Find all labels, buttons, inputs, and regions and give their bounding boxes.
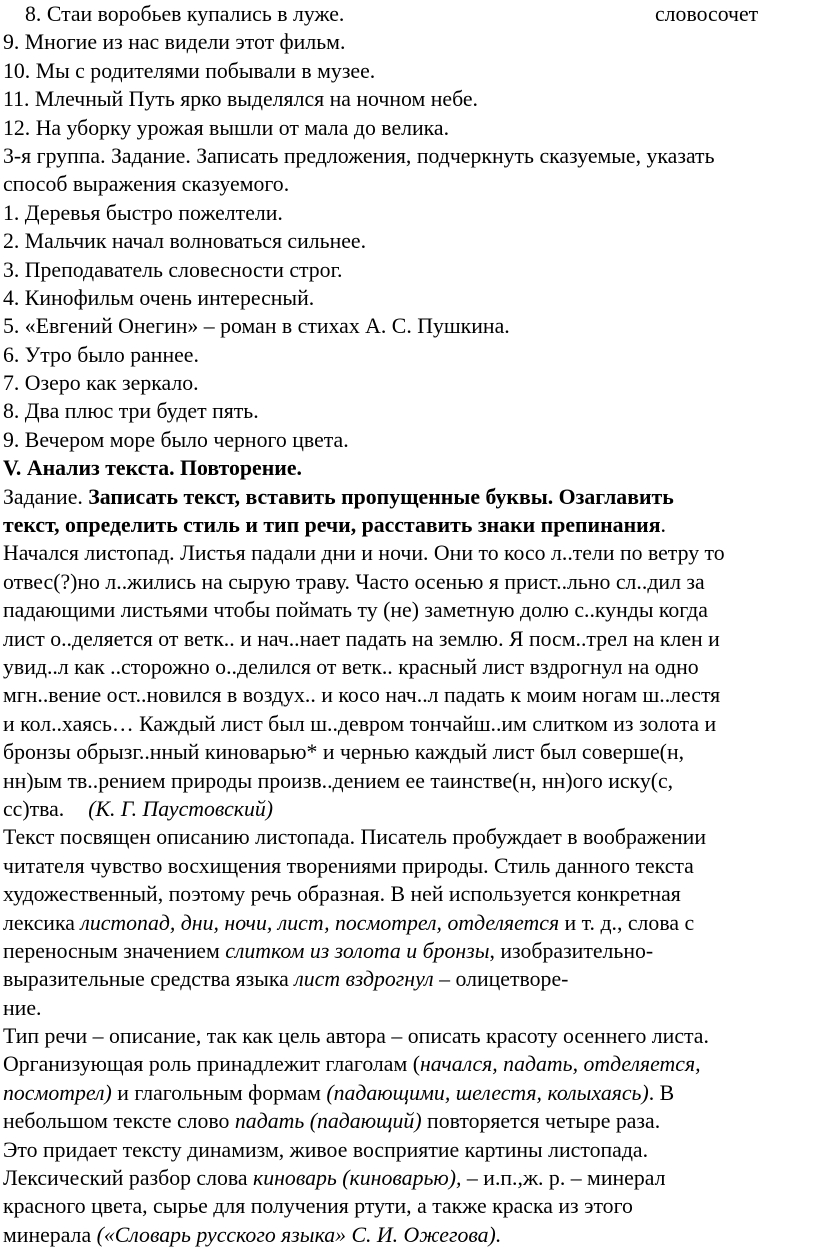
group3-task-line: 3-я группа. Задание. Записать предложения, подчеркнуть сказуемые, указать <box>3 143 715 168</box>
sentence-line: 4. Кинофильм очень интересный. <box>3 285 315 310</box>
exercise-text-line: Начался листопад. Листья падали дни и ночи. Они то косо л..тели по ветру то <box>3 541 725 566</box>
analysis-text: . В <box>648 1080 675 1105</box>
analysis-example: падать (падающий) <box>234 1109 422 1134</box>
sentence-text: Стаи воробьев купались в луже. <box>46 2 345 26</box>
task-instruction: Записать текст, вставить пропущенные буквы. Озаглавить <box>88 484 674 509</box>
analysis-example: листопад, дни, ночи, лист, посмотрел, отделяется <box>80 910 560 935</box>
sentence-line: 8. Два плюс три будет пять. <box>3 399 259 424</box>
section-task-line <box>3 483 816 511</box>
analysis-line: красного цвета, сырье для получения ртути, а также краска из этого <box>3 1194 633 1219</box>
sentence-number: 8. <box>25 2 42 26</box>
exercise-text-line: падающими листьями чтобы поймать ту (не) заметную долю с..кунды когда <box>3 598 708 623</box>
analysis-text: небольшом тексте слово <box>3 1109 235 1134</box>
analysis-line <box>3 965 816 993</box>
analysis-text: Организующая роль принадлежит глаголам ( <box>3 1052 420 1077</box>
sentence-line <box>3 0 816 28</box>
exercise-text-line: лист о..деляется от ветк.. и нач..нает падать на землю. Я посм..трел на клен и <box>3 626 720 651</box>
analysis-text: и глагольным формам <box>111 1080 327 1105</box>
analysis-text: выразительные средства языка <box>3 967 295 992</box>
analysis-line <box>3 1050 816 1078</box>
analysis-example: (падающими, шелестя, колыхаясь) <box>326 1080 649 1105</box>
analysis-example: лист вздрогнул <box>294 967 434 992</box>
analysis-text: повторяется четыре раза. <box>421 1109 661 1134</box>
sentence-line: 3. Преподаватель словесности строг. <box>3 257 343 282</box>
analysis-line: Текст посвящен описанию листопада. Писатель пробуждает в воображении <box>3 825 707 850</box>
analysis-line <box>3 937 816 965</box>
sentence-line: 7. Озеро как зеркало. <box>3 371 199 396</box>
analysis-line <box>3 909 816 937</box>
analysis-text: , изобразительно- <box>489 938 654 963</box>
analysis-example: киноварь (киноварью), <box>253 1166 462 1191</box>
section-heading: V. Анализ текста. Повторение. <box>3 456 302 481</box>
analysis-text: минерала <box>3 1222 97 1247</box>
analysis-line <box>3 1221 816 1249</box>
analysis-example: начался, падать, отделяется, <box>419 1052 701 1077</box>
exercise-text-line: бронзы обрызг..нный киноварью* и чернью каждый лист был соверше(н, <box>3 740 685 765</box>
task-label: Задание. <box>3 484 89 509</box>
dictionary-reference: («Словарь русского языка» С. И. Ожегова). <box>96 1222 502 1247</box>
sentence-line: 9. Многие из нас видели этот фильм. <box>3 30 346 55</box>
analysis-line <box>3 1164 816 1192</box>
exercise-text-line: нн)ым тв..рением природы произв..дением ее таинстве(н, нн)ого иску(с, <box>3 768 674 793</box>
sentence-line: 10. Мы с родителями побывали в музее. <box>3 58 376 83</box>
sentence-line: 5. «Евгений Онегин» – роман в стихах А. С. Пушкина. <box>3 314 510 339</box>
analysis-example: посмотрел) <box>3 1080 112 1105</box>
task-instruction: текст, определить стиль и тип речи, расставить знаки препинания <box>3 513 661 538</box>
sentence-line: 12. На уборку урожая вышли от мала до велика. <box>3 115 450 140</box>
sentence-line: 2. Мальчик начал волноваться сильнее. <box>3 229 367 254</box>
analysis-line <box>3 1079 816 1107</box>
analysis-text: переносным значением <box>3 938 226 963</box>
analysis-text: и т. д., слова с <box>559 910 695 935</box>
exercise-text-end: сс)тва. <box>3 796 65 821</box>
sentence-line: 11. Млечный Путь ярко выделялся на ночном небе. <box>3 87 479 112</box>
analysis-line: ние. <box>3 995 42 1020</box>
analysis-line: Тип речи – описание, так как цель автора – описать красоту осеннего листа. <box>3 1024 709 1049</box>
analysis-example: слитком из золота и бронзы <box>225 938 490 963</box>
exercise-text-line <box>3 795 816 823</box>
exercise-text-line: отвес(?)но л..жились на сырую траву. Часто осенью я прист..льно сл..дил за <box>3 569 705 594</box>
sentence-line: 1. Деревья быстро пожелтели. <box>3 200 283 225</box>
analysis-text: – и.п.,ж. р. – минерал <box>461 1166 666 1191</box>
analysis-line: читателя чувство восхищения творениями природы. Стиль данного текста <box>3 853 694 878</box>
analysis-line: художественный, поэтому речь образная. В ней используется конкретная <box>3 882 681 907</box>
sentence-line: 6. Утро было раннее. <box>3 342 199 367</box>
exercise-text-line: мгн..вение ост..новился в воздух.. и косо нач..л падать к моим ногам ш..лестя <box>3 683 721 708</box>
analysis-line: Это придает тексту динамизм, живое восприятие картины листопада. <box>3 1137 649 1162</box>
analysis-text: лексика <box>3 910 81 935</box>
analysis-text: Лексический разбор слова <box>3 1166 254 1191</box>
group3-task-line: способ выражения сказуемого. <box>3 172 290 197</box>
truncated-right-word: словосочет <box>655 2 759 26</box>
analysis-text: – олицетворе- <box>433 967 569 992</box>
analysis-line <box>3 1107 816 1135</box>
task-end: . <box>660 513 666 538</box>
author-attribution: (К. Г. Паустовский) <box>88 796 273 821</box>
exercise-text-line: увид..л как ..сторожно о..делился от ветк.. красный лист вздрогнул на одно <box>3 654 699 679</box>
section-task-line <box>3 511 816 539</box>
exercise-text-line: и кол..хаясь… Каждый лист был ш..девром тончайш..им слитком из золота и <box>3 711 717 736</box>
sentence-line: 9. Вечером море было черного цвета. <box>3 427 349 452</box>
